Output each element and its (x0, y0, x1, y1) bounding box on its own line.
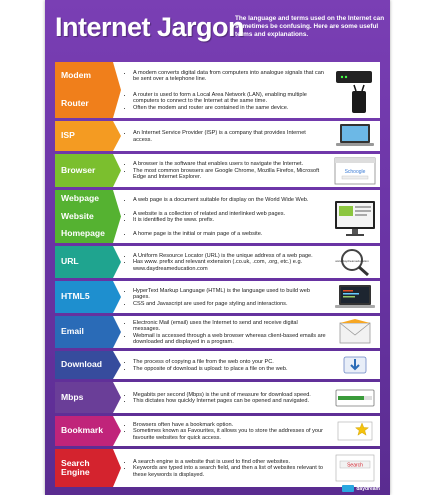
row-description (113, 281, 330, 313)
brand-name: daydream (356, 485, 380, 492)
list-item: • An Internet Service Provider (ISP) is a company that provides Internet access. (133, 130, 326, 143)
list-item: • Often the modem and router are contained in the same device. (133, 105, 326, 111)
label-bookmark: Bookmark (61, 425, 104, 436)
url-pic-text: www.daydreameducation (335, 259, 369, 263)
row-browser (55, 154, 380, 187)
row-html5 (55, 281, 380, 313)
label-download: Download (61, 359, 103, 370)
label-mbps: Mbps (61, 391, 84, 402)
list-item: • A router is used to form a Local Area Network (LAN), enabling multiple computers to connect to the Internet at the same time. (133, 92, 326, 105)
speed-meter-icon (330, 382, 380, 413)
row-label-box (55, 121, 113, 151)
row-label-box (55, 316, 113, 348)
search-pic-label: Search (347, 462, 363, 469)
list-item: • Electronic Mail (email) uses the Internet to send and receive digital messages. (133, 320, 326, 333)
row-description (113, 154, 330, 187)
logo-mark (342, 485, 354, 492)
label-homepage: Homepage (61, 228, 105, 239)
jargon-list (55, 62, 380, 490)
list-item: • A browser is the software that enables users to navigate the Internet. (133, 161, 326, 167)
list-item: • A Uniform Resource Locator (URL) is the unique address of a web page. (133, 253, 326, 259)
browser-pic-text: Schoogle (344, 168, 366, 175)
row-url (55, 246, 380, 278)
label-email: Email (61, 326, 84, 337)
list-item: • A search engine is a website that is used to find other websites. (133, 459, 326, 465)
list-item: • The opposite of download is upload: to place a file on the web. (133, 366, 326, 372)
label-modem: Modem (61, 70, 92, 81)
label-router: Router (61, 98, 89, 109)
row-modem-router (55, 62, 380, 118)
label-webpage: Webpage (61, 193, 100, 204)
label-html5: HTML5 (61, 291, 90, 302)
row-label-box (55, 154, 113, 187)
row-description (113, 121, 330, 151)
envelope-icon (330, 316, 380, 348)
list-item: • The most common browsers are Google Chrome, Mozilla Firefox, Microsoft Edge and Internet Explorer. (133, 168, 326, 181)
list-item: • A modem converts digital data from computers into analogue signals that can be sent over a telephone line. (133, 70, 326, 83)
row-label-box (55, 190, 113, 243)
list-item: • The process of copying a file from the web onto your PC. (133, 359, 326, 365)
laptop-isp-icon (330, 121, 380, 151)
poster (45, 0, 390, 495)
row-bookmark (55, 416, 380, 446)
search-box-icon (330, 449, 380, 487)
row-label-box (55, 416, 113, 446)
list-item: • This dictates how quickly Internet pages can be opened and navigated. (133, 398, 326, 404)
browser-window-icon (330, 154, 380, 187)
row-description (113, 246, 330, 278)
label-website: Website (61, 210, 94, 221)
row-mbps (55, 382, 380, 413)
row-description (113, 316, 330, 348)
row-description (113, 190, 330, 243)
list-item: • Sometimes known as Favourites, it allows you to store the addresses of your favourite websites for quick access. (133, 428, 326, 441)
label-isp: ISP (61, 130, 75, 141)
label-url: URL (61, 256, 79, 267)
list-item: • Has www. prefix and relevant extension (.co.uk, .com, .org, etc.) e.g. www.daydreameducation.com (133, 259, 326, 272)
row-description (113, 351, 330, 379)
row-description (113, 416, 330, 446)
bookmark-star-icon (330, 416, 380, 446)
row-webpage (55, 190, 380, 243)
list-item: • Webmail is accessed through a web browser whereas client-based emails are downloaded and displayed in a program. (133, 333, 326, 346)
list-item: • Keywords are typed into a search field, and then a list of websites relevant to these keywords is displayed. (133, 465, 326, 478)
label-search-engine: Search Engine (61, 457, 90, 477)
row-description (113, 449, 330, 487)
row-email (55, 316, 380, 348)
webpage-screen-icon (330, 190, 380, 243)
row-download (55, 351, 380, 379)
list-item: • CSS and Javascript are used for page styling and interactions. (133, 301, 326, 307)
row-label-box (55, 449, 113, 487)
list-item: • Browsers often have a bookmark option. (133, 422, 326, 428)
list-item: • A website is a collection of related and interlinked web pages. (133, 211, 326, 217)
row-isp (55, 121, 380, 151)
row-label-box (55, 62, 113, 118)
list-item: • HyperText Markup Language (HTML) is the language used to build web pages. (133, 288, 326, 301)
download-arrow-icon (330, 351, 380, 379)
row-description (113, 62, 330, 118)
list-item: • A web page is a document suitable for display on the World Wide Web. (133, 197, 326, 203)
page-subtitle: The language and terms used on the Internet can sometimes be confusing. Here are some useful terms and explanations. (235, 15, 385, 38)
row-label-box (55, 351, 113, 379)
list-item: • Megabits per second (Mbps) is the unit of measure for download speed. (133, 392, 326, 398)
label-browser: Browser (61, 164, 96, 175)
row-label-box (55, 382, 113, 413)
brand-logo (342, 485, 380, 492)
modem-router-icon (330, 62, 380, 118)
magnifier-url-icon (330, 246, 380, 278)
row-description (113, 382, 330, 413)
row-label-box (55, 281, 113, 313)
html5-laptop-icon (330, 281, 380, 313)
row-label-box (55, 246, 113, 278)
page-title: Internet Jargon (55, 12, 245, 42)
list-item: • It is identified by the www. prefix. (133, 217, 326, 223)
list-item: • A home page is the initial or main page of a website. (133, 231, 326, 237)
row-search-engine (55, 449, 380, 487)
